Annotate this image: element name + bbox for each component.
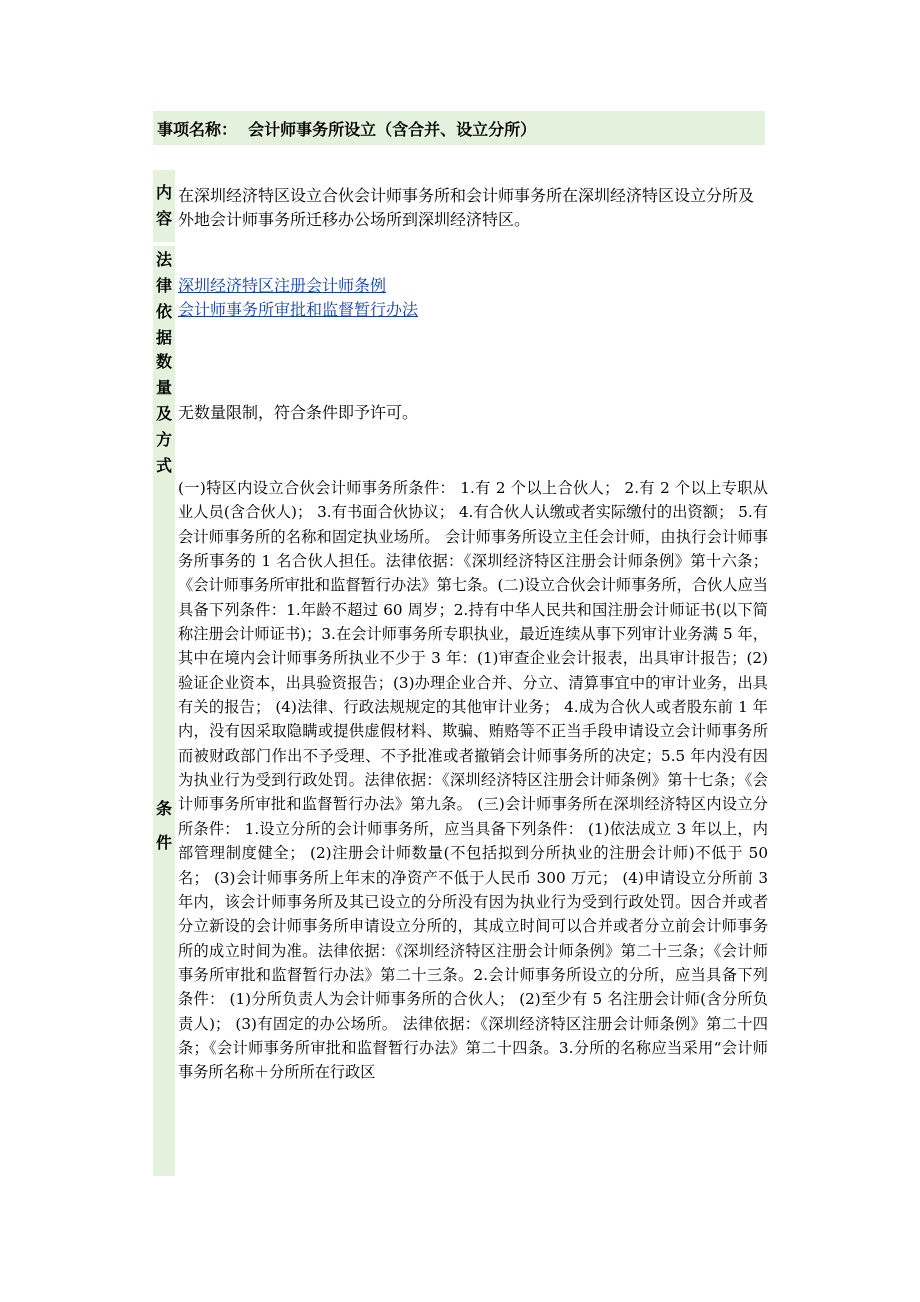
label-char: 法 [155, 250, 172, 269]
legal-link-approval-supervision-measures[interactable]: 会计师事务所审批和监督暂行办法 [178, 300, 419, 319]
label-content [153, 170, 175, 242]
label-char: 据 [155, 328, 172, 347]
content-text: 在深圳经济特区设立合伙会计师事务所和会计师事务所在深圳经济特区设立分所及外地会计师事务所迁移办公场所到深圳经济特区。 [178, 186, 755, 229]
title-bar [153, 111, 765, 145]
label-conditions [153, 476, 175, 1176]
label-char: 式 [155, 456, 172, 475]
label-char: 件 [155, 833, 172, 852]
label-char: 律 [155, 276, 172, 295]
quantity-text: 无数量限制，符合条件即予许可。 [178, 403, 419, 422]
label-char: 及 [155, 404, 172, 423]
legal-links [178, 274, 768, 322]
label-legal-basis [153, 246, 175, 352]
label-char: 条 [155, 799, 172, 818]
label-char: 依 [155, 302, 172, 321]
label-quantity [153, 352, 175, 476]
page-title: 事项名称： 会计师事务所设立（含合并、设立分所） [157, 119, 537, 139]
label-char: 内 [155, 183, 172, 202]
conditions-text: (一)特区内设立合伙会计师事务所条件： 1.有 2 个以上合伙人； 2.有 2 个以上专职从业人员(含合伙人)； 3.有书面合伙协议； 4.有合伙人认缴或者实际缴付的出资额； 5.有会计师事务所的名称和固定执业场所。 会计师事务所设立主任会计师，由执行会计师事务所事务的 1 名合伙人担任。法律依据：《深圳经济特区注册会计师条例》第十六条；《会计师事务所审批和监督暂行办法》第七条。(二)设立合伙会计师事务所，合伙人应当具备下列条件：1.年龄不超过 60 周岁；2.持有中华人民共和国注册会计师证书(以下简称注册会计师证书)；3.在会计师事务所专职执业，最近连续从事下列审计业务满 5 年，其中在境内会计师事务所执业不少于 3 年：(1)审查企业会计报表，出具审计报告；(2)验证企业资本，出具验资报告；(3)办理企业合并、分立、清算事宜中的审计业务，出具有关的报告； (4)法律、行政法规规定的其他审计业务； 4.成为合伙人或者股东前 1 年内，没有因采取隐瞒或提供虚假材料、欺骗、贿赂等不正当手段申请设立会计师事务所而被财政部门作出不予受理、不予批准或者撤销会计师事务所的决定；5.5 年内没有因为执业行为受到行政处罚。法律依据：《深圳经济特区注册会计师条例》第十七条；《会计师事务所审批和监督暂行办法》第九条。 (三)会计师事务所在深圳经济特区内设立分所条件： 1.设立分所的会计师事务所，应当具备下列条件： (1)依法成立 3 年以上，内部管理制度健全； (2)注册会计师数量(不包括拟到分所执业的注册会计师)不低于 50 名； (3)会计师事务所上年末的净资产不低于人民币 300 万元； (4)申请设立分所前 3 年内，该会计师事务所及其已设立的分所没有因为执业行为受到行政处罚。因合并或者分立新设的会计师事务所申请设立分所的，其成立时间可以合并或者分立前会计师事务所的成立时间为准。法律依据：《深圳经济特区注册会计师条例》第二十三条；《会计师事务所审批和监督暂行办法》第二十三条。2.会计师事务所设立的分所，应当具备下列条件： (1)分所负责人为会计师事务所的合伙人； (2)至少有 5 名注册会计师(含分所负责人)； (3)有固定的办公场所。 法律依据：《深圳经济特区注册会计师条例》第二十四条；《会计师事务所审批和监督暂行办法》第二十四条。3.分所的名称应当采用“会计师事务所名称＋分所所在行政区 [178, 479, 768, 1082]
label-char: 数 [155, 352, 172, 371]
label-char: 容 [155, 209, 172, 228]
label-char: 量 [155, 378, 172, 397]
label-char: 方 [155, 430, 172, 449]
legal-link-shenzhen-cpa-regulation[interactable]: 深圳经济特区注册会计师条例 [178, 276, 387, 295]
